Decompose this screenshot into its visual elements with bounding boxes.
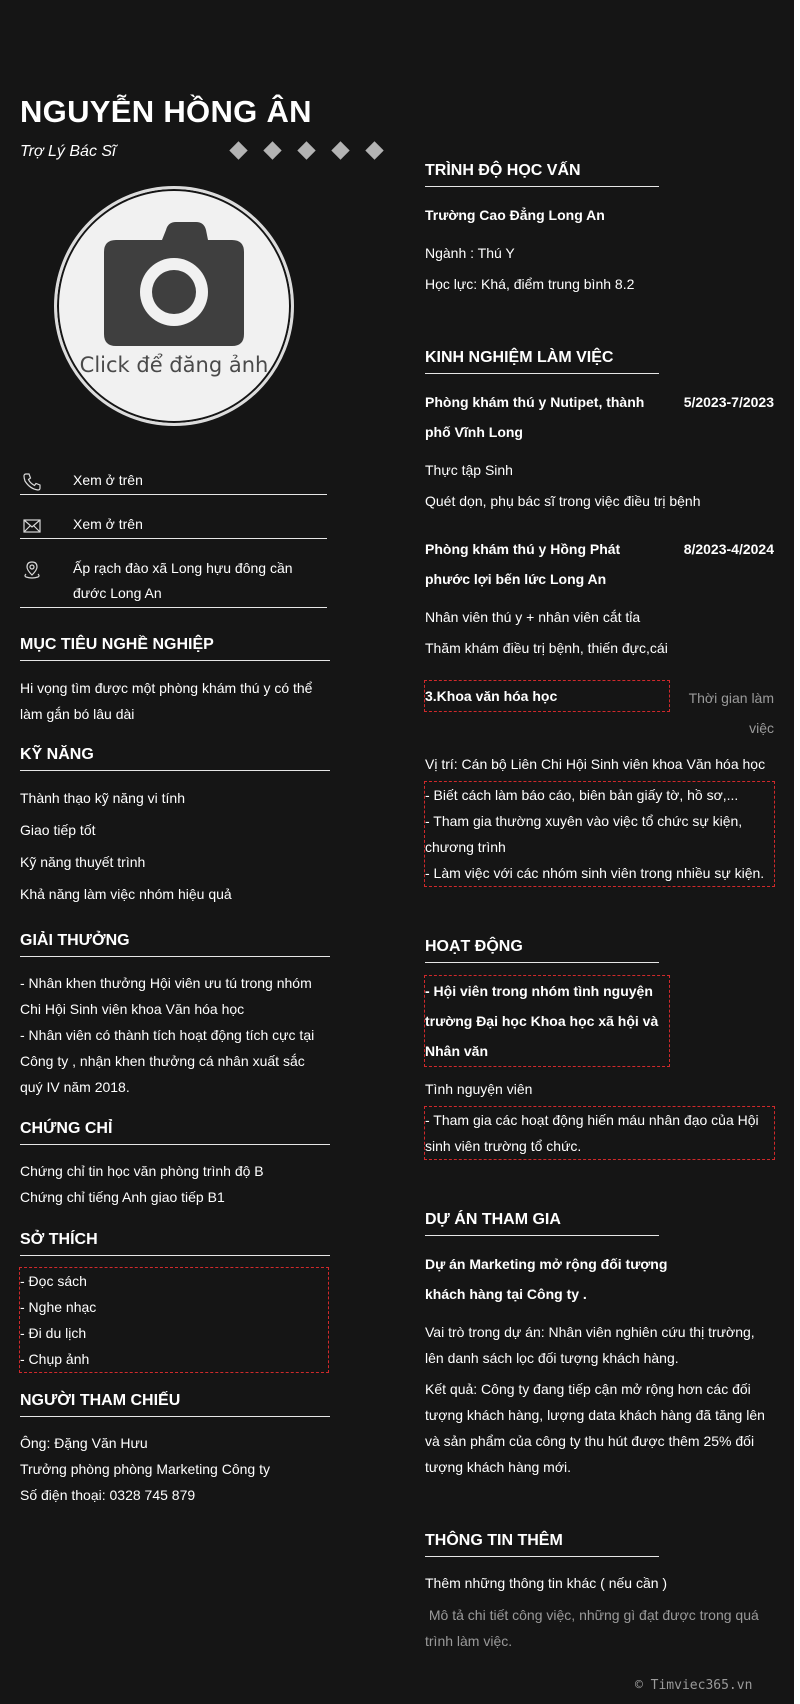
experience-heading[interactable]: KINH NGHIỆM LÀM VIỆC: [425, 349, 659, 374]
hobby-item: - Chụp ảnh: [20, 1351, 90, 1367]
phone-icon: [22, 472, 42, 492]
job-description[interactable]: Quét dọn, phụ bác sĩ trong việc điều trị bệnh: [425, 493, 701, 509]
camera-icon: [104, 222, 244, 347]
avatar-upload[interactable]: [54, 186, 294, 426]
contact-phone[interactable]: [20, 468, 327, 495]
extra-info-heading[interactable]: THÔNG TIN THÊM: [425, 1532, 659, 1557]
job-period[interactable]: 5/2023-7/2023: [683, 394, 774, 410]
upload-photo-label: Click để đăng ảnh: [79, 353, 269, 377]
education-school[interactable]: Trường Cao Đẳng Long An: [425, 207, 605, 223]
job-company[interactable]: Phòng khám thú y Nutipet, thành phố Vĩnh Long: [425, 394, 645, 440]
project-role[interactable]: Vai trò trong dự án: Nhân viên nghiên cứu thị trường, lên danh sách lọc đối tượng khách hàng.: [425, 1324, 755, 1366]
contact-email[interactable]: [20, 512, 327, 539]
rating-diamond-icon: [297, 141, 315, 159]
project-result[interactable]: Kết quả: Công ty đang tiếp cận mở rộng hơn các đối tượng khách hàng, lượng data khách hàng đã tăng lên và sản phẩm của công ty thu hút được thêm 25% đối tượng khách hàng mới.: [425, 1381, 765, 1475]
award-text[interactable]: - Nhân khen thưởng Hội viên ưu tú trong nhóm Chi Hội Sinh viên khoa Văn hóa học: [20, 975, 312, 1017]
hobby-item: - Nghe nhạc: [20, 1299, 97, 1315]
awards-heading[interactable]: GIẢI THƯỞNG: [20, 932, 330, 957]
objective-text[interactable]: Hi vọng tìm được một phòng khám thú y có thể làm gắn bó lâu dài: [20, 680, 313, 722]
skills-heading[interactable]: KỸ NĂNG: [20, 746, 330, 771]
award-text[interactable]: - Nhân viên có thành tích hoạt động tích cực tại Công ty , nhận khen thưởng cá nhân xuất sắc quý IV năm 2018.: [20, 1027, 315, 1095]
reference-item[interactable]: Trưởng phòng phòng Marketing Công ty: [20, 1461, 270, 1477]
mail-icon: [22, 516, 42, 536]
skill-item[interactable]: Kỹ năng thuyết trình: [20, 854, 146, 870]
reference-item[interactable]: Ông: Đặng Văn Hưu: [20, 1435, 148, 1451]
skill-item[interactable]: Thành thạo kỹ năng vi tính: [20, 790, 185, 806]
job-company[interactable]: 3.Khoa văn hóa học: [425, 681, 669, 711]
education-major[interactable]: Ngành : Thú Y: [425, 245, 515, 261]
extra-info-placeholder[interactable]: Mô tả chi tiết công việc, những gì đạt được trong quá trình làm việc.: [425, 1607, 763, 1649]
skill-item[interactable]: Giao tiếp tốt: [20, 822, 96, 838]
references-heading[interactable]: NGƯỜI THAM CHIẾU: [20, 1392, 330, 1417]
rating-diamond-icon: [263, 141, 281, 159]
extra-info-text[interactable]: Thêm những thông tin khác ( nếu cần ): [425, 1575, 668, 1591]
job-period[interactable]: 8/2023-4/2024: [683, 541, 774, 557]
hobbies-block[interactable]: [20, 1268, 328, 1372]
job-company[interactable]: Phòng khám thú y Hồng Phát phước lợi bến lức Long An: [425, 541, 621, 587]
education-grade[interactable]: Học lực: Khá, điểm trung bình 8.2: [425, 276, 635, 292]
activity-description[interactable]: - Tham gia các hoạt động hiến máu nhân đạo của Hội sinh viên trường tổ chức.: [425, 1107, 774, 1159]
job-description[interactable]: Thăm khám điều trị bệnh, thiến đực,cái: [425, 640, 668, 656]
contact-address-text: Ấp rạch đào xã Long hựu đông cần đước Long An: [73, 560, 293, 601]
job-description-block[interactable]: [425, 782, 774, 886]
footer-brand: © Timviec365.vn: [635, 1678, 753, 1693]
job-description-line: - Tham gia thường xuyên vào việc tổ chức sự kiện, chương trình: [425, 813, 743, 855]
job-period[interactable]: Thời gian làm việc: [688, 690, 774, 736]
candidate-name[interactable]: NGUYỄN HỒNG ÂN: [20, 94, 312, 129]
contact-email-text: Xem ở trên: [73, 516, 143, 532]
rating-diamond-icon: [365, 141, 383, 159]
certificates-heading[interactable]: CHỨNG CHỈ: [20, 1120, 330, 1145]
projects-heading[interactable]: DỰ ÁN THAM GIA: [425, 1211, 659, 1236]
job-position[interactable]: Nhân viên thú y + nhân viên cắt tỉa: [425, 609, 641, 625]
hobby-item: - Đi du lịch: [20, 1325, 87, 1341]
job-position[interactable]: Vị trí: Cán bộ Liên Chi Hội Sinh viên khoa Văn hóa học: [425, 756, 766, 772]
rating-diamond-icon: [229, 141, 247, 159]
skill-item[interactable]: Khả năng làm việc nhóm hiệu quả: [20, 886, 232, 902]
reference-item[interactable]: Số điện thoại: 0328 745 879: [20, 1487, 196, 1503]
certificate-item[interactable]: Chứng chỉ tin học văn phòng trình độ B: [20, 1163, 264, 1179]
job-description-line: - Làm việc với các nhóm sinh viên trong nhiều sự kiện.: [425, 865, 765, 881]
rating-diamond-icon: [331, 141, 349, 159]
activities-heading[interactable]: HOẠT ĐỘNG: [425, 938, 659, 963]
contact-address[interactable]: [20, 556, 327, 608]
job-description-line: - Biết cách làm báo cáo, biên bản giấy tờ, hồ sơ,...: [425, 787, 739, 803]
hobby-item: - Đọc sách: [20, 1273, 87, 1289]
activity-role[interactable]: Tình nguyện viên: [425, 1081, 533, 1097]
job-position[interactable]: Thực tập Sinh: [425, 462, 513, 478]
contact-phone-text: Xem ở trên: [73, 472, 143, 488]
job-title[interactable]: Trợ Lý Bác Sĩ: [20, 143, 116, 160]
education-heading[interactable]: TRÌNH ĐỘ HỌC VẤN: [425, 162, 659, 187]
project-name[interactable]: Dự án Marketing mở rộng đối tượng khách hàng tại Công ty .: [425, 1256, 668, 1302]
certificate-item[interactable]: Chứng chỉ tiếng Anh giao tiếp B1: [20, 1189, 225, 1205]
hobbies-heading[interactable]: SỞ THÍCH: [20, 1231, 330, 1256]
objective-heading[interactable]: MỤC TIÊU NGHỀ NGHIỆP: [20, 636, 330, 661]
activity-organization[interactable]: - Hội viên trong nhóm tình nguyện trường Đại học Khoa học xã hội và Nhân văn: [425, 976, 669, 1066]
location-pin-icon: [22, 560, 42, 580]
